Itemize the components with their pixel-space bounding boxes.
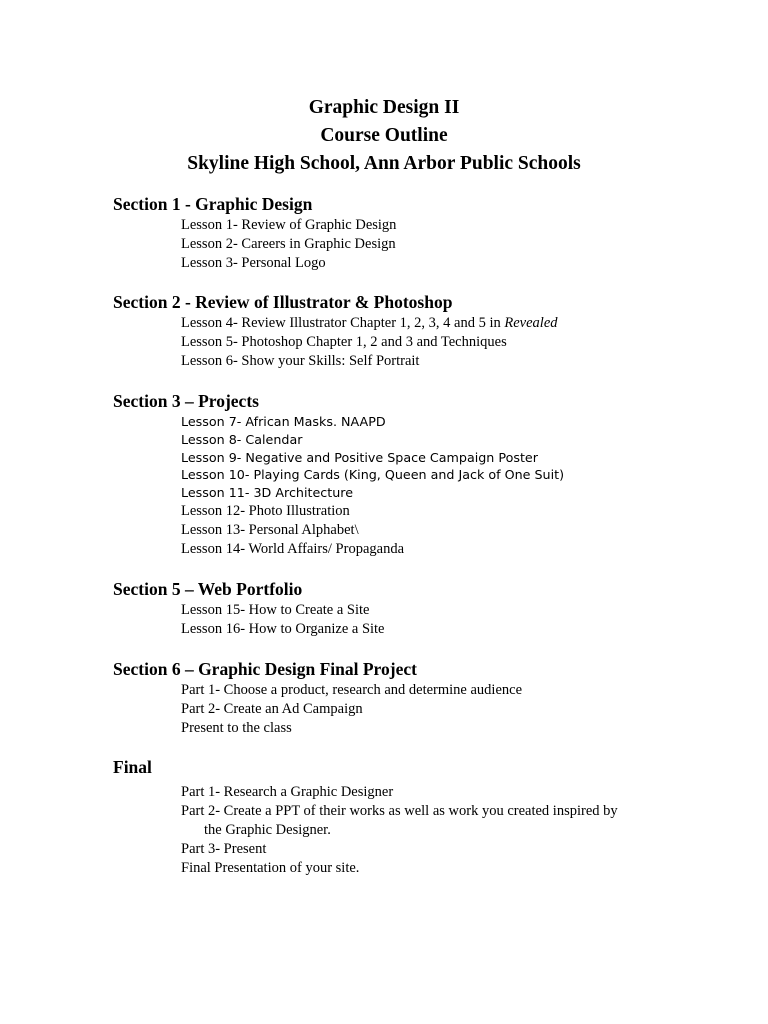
section-review-illustrator-photoshop <box>113 291 733 371</box>
list-item: Lesson 11- 3D Architecture <box>181 485 354 501</box>
section-final <box>113 756 733 878</box>
list-item: Lesson 16- How to Organize a Site <box>181 621 385 637</box>
list-item-text: Lesson 4- Review Illustrator Chapter 1, 2, 3, 4 and 5 in <box>181 315 505 331</box>
list-item: Lesson 6- Show your Skills: Self Portrait <box>181 353 420 369</box>
list-item-line: Part 2- Create a PPT of their works as well as work you created inspired by <box>181 803 618 819</box>
list-item: Part 1- Research a Graphic Designer <box>181 784 394 800</box>
section-web-portfolio <box>113 578 733 639</box>
list-item: Lesson 15- How to Create a Site <box>181 602 370 618</box>
list-item: Lesson 8- Calendar <box>181 431 303 447</box>
list-item: Final Presentation of your site. <box>181 860 360 876</box>
section-graphic-design <box>113 193 733 273</box>
section-projects <box>113 390 733 559</box>
list-item-continuation: the Graphic Designer. <box>204 822 331 838</box>
list-item: Lesson 2- Careers in Graphic Design <box>181 236 396 252</box>
list-item: Part 1- Choose a product, research and determine audience <box>181 682 523 698</box>
list-item: Lesson 14- World Affairs/ Propaganda <box>181 540 405 557</box>
section-heading: Section 5 – Web Portfolio <box>113 579 303 599</box>
course-subtitle: Course Outline <box>320 125 448 146</box>
section-heading: Section 3 – Projects <box>113 391 259 411</box>
list-item: Lesson 1- Review of Graphic Design <box>181 217 397 233</box>
list-item: Lesson 13- Personal Alphabet\ <box>181 521 359 538</box>
course-title: Graphic Design II <box>308 97 460 118</box>
list-item: Lesson 9- Negative and Positive Space Campaign Poster <box>181 449 538 465</box>
list-item: Lesson 10- Playing Cards (King, Queen and Jack of One Suit) <box>181 467 565 483</box>
list-item: Part 3- Present <box>181 841 267 857</box>
section-heading: Section 6 – Graphic Design Final Project <box>113 659 417 679</box>
school-name: Skyline High School, Ann Arbor Public Schools <box>187 153 581 174</box>
list-item: Part 2- Create an Ad Campaign <box>181 701 363 717</box>
list-item: Lesson 12- Photo Illustration <box>181 502 350 519</box>
list-item <box>181 314 733 333</box>
section-heading: Section 2 - Review of Illustrator & Photoshop <box>113 292 453 312</box>
list-item: Lesson 5- Photoshop Chapter 1, 2 and 3 and Techniques <box>181 334 507 350</box>
document-title <box>0 94 768 178</box>
list-item: Present to the class <box>181 720 292 736</box>
list-item: Lesson 3- Personal Logo <box>181 255 326 271</box>
list-item: Lesson 7- African Masks. NAAPD <box>181 414 386 429</box>
section-heading: Final <box>113 757 152 777</box>
section-heading: Section 1 - Graphic Design <box>113 194 313 214</box>
list-item <box>181 802 733 840</box>
book-title: Revealed <box>504 315 558 331</box>
section-final-project <box>113 658 733 738</box>
